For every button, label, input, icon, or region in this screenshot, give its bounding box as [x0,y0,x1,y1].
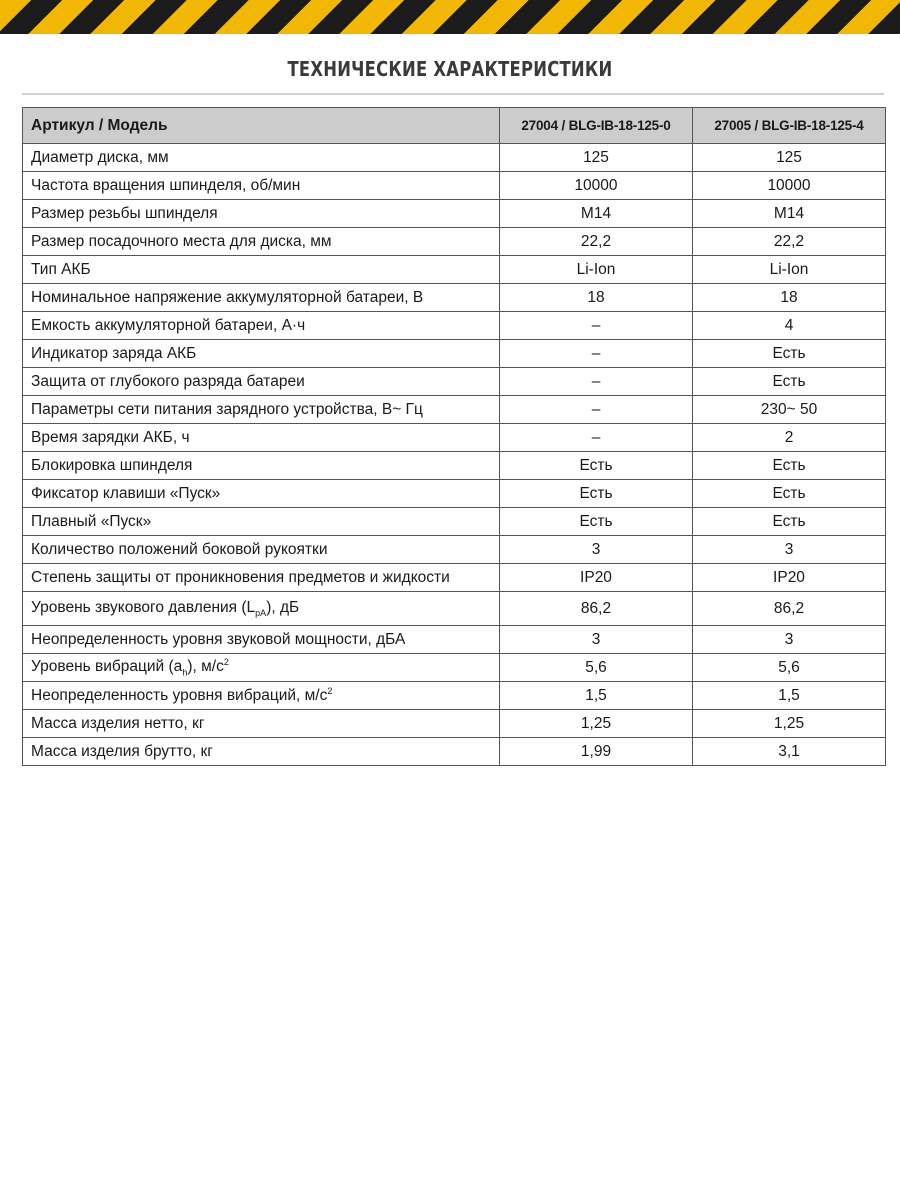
row-value-model-1: Есть [500,480,693,508]
row-value-model-2: 230~ 50 [693,396,886,424]
row-label-suffix: ), м/с [187,658,224,676]
row-label-superscript: 2 [327,685,333,696]
table-row [23,284,886,312]
table-row [23,396,886,424]
row-value-model-1: 86,2 [500,592,693,626]
row-value-model-2: 3 [693,626,886,654]
header-model-2: 27005 / BLG-IB-18-125-4 [693,108,886,144]
row-label-subscript: h [182,667,188,678]
row-value-model-1: – [500,396,693,424]
table-row [23,654,886,682]
table-row [23,144,886,172]
table-row [23,710,886,738]
row-label: Частота вращения шпинделя, об/мин [23,172,500,200]
row-value-model-1: – [500,312,693,340]
row-value-model-2: Есть [693,452,886,480]
row-label [23,654,500,682]
row-label: Параметры сети питания зарядного устройства, В~ Гц [23,396,500,424]
row-value-model-2: 10000 [693,172,886,200]
table-row [23,200,886,228]
row-value-model-1: Li-Ion [500,256,693,284]
row-label: Масса изделия нетто, кг [23,710,500,738]
row-value-model-1: 22,2 [500,228,693,256]
row-value-model-1: 1,25 [500,710,693,738]
table-row [23,424,886,452]
row-value-model-2: 1,5 [693,682,886,710]
row-value-model-2: М14 [693,200,886,228]
row-label: Защита от глубокого разряда батареи [23,368,500,396]
table-row [23,508,886,536]
table-row [23,228,886,256]
row-label: Блокировка шпинделя [23,452,500,480]
row-value-model-1: 18 [500,284,693,312]
row-value-model-1: – [500,340,693,368]
specs-table [22,107,886,766]
row-label: Номинальное напряжение аккумуляторной батареи, В [23,284,500,312]
row-value-model-1: 1,99 [500,738,693,766]
row-label: Масса изделия брутто, кг [23,738,500,766]
row-value-model-1: М14 [500,200,693,228]
row-value-model-2: Есть [693,340,886,368]
row-label: Емкость аккумуляторной батареи, А·ч [23,312,500,340]
row-label-text: Неопределенность уровня вибраций, м/с [31,687,328,705]
row-value-model-1: IP20 [500,564,693,592]
row-label: Тип АКБ [23,256,500,284]
row-label: Неопределенность уровня звуковой мощности, дБА [23,626,500,654]
row-value-model-1: 10000 [500,172,693,200]
row-value-model-2: 4 [693,312,886,340]
row-label: Размер посадочного места для диска, мм [23,228,500,256]
row-value-model-1: – [500,368,693,396]
table-row [23,480,886,508]
table-row [23,452,886,480]
row-label [23,592,500,626]
row-label-text: Уровень вибраций (a [31,658,183,676]
row-value-model-1: 125 [500,144,693,172]
row-value-model-1: 5,6 [500,654,693,682]
table-header-row [23,108,886,144]
table-row [23,368,886,396]
row-value-model-2: 22,2 [693,228,886,256]
row-label-text: Уровень звукового давления (L [31,598,256,616]
row-value-model-1: – [500,424,693,452]
table-row [23,592,886,626]
row-label: Размер резьбы шпинделя [23,200,500,228]
row-value-model-2: 86,2 [693,592,886,626]
row-label: Плавный «Пуск» [23,508,500,536]
row-value-model-1: Есть [500,452,693,480]
row-label: Индикатор заряда АКБ [23,340,500,368]
title-divider [22,93,884,95]
row-value-model-1: 3 [500,626,693,654]
table-row [23,536,886,564]
row-value-model-2: 3,1 [693,738,886,766]
row-value-model-2: Есть [693,508,886,536]
row-label-suffix: ), дБ [266,598,300,616]
row-value-model-1: Есть [500,508,693,536]
row-label [23,682,500,710]
row-value-model-2: 2 [693,424,886,452]
row-value-model-2: 1,25 [693,710,886,738]
row-value-model-2: 18 [693,284,886,312]
row-label-subscript: pA [255,608,267,619]
table-row [23,564,886,592]
page-title: ТЕХНИЧЕСКИЕ ХАРАКТЕРИСТИКИ [287,57,613,81]
row-label: Фиксатор клавиши «Пуск» [23,480,500,508]
table-row [23,682,886,710]
table-row [23,626,886,654]
row-label: Время зарядки АКБ, ч [23,424,500,452]
header-label: Артикул / Модель [23,108,500,144]
row-value-model-2: Есть [693,480,886,508]
row-value-model-1: 1,5 [500,682,693,710]
row-label-superscript: 2 [223,657,229,668]
table-row [23,738,886,766]
table-row [23,256,886,284]
row-value-model-2: 5,6 [693,654,886,682]
row-value-model-2: IP20 [693,564,886,592]
row-value-model-2: 3 [693,536,886,564]
row-value-model-2: 125 [693,144,886,172]
row-value-model-2: Li-Ion [693,256,886,284]
table-row [23,172,886,200]
table-row [23,312,886,340]
row-label: Количество положений боковой рукоятки [23,536,500,564]
table-row [23,340,886,368]
hazard-stripe-banner [0,0,900,34]
row-label: Степень защиты от проникновения предметов и жидкости [23,564,500,592]
row-value-model-1: 3 [500,536,693,564]
row-label: Диаметр диска, мм [23,144,500,172]
row-value-model-2: Есть [693,368,886,396]
header-model-1: 27004 / BLG-IB-18-125-0 [500,108,693,144]
